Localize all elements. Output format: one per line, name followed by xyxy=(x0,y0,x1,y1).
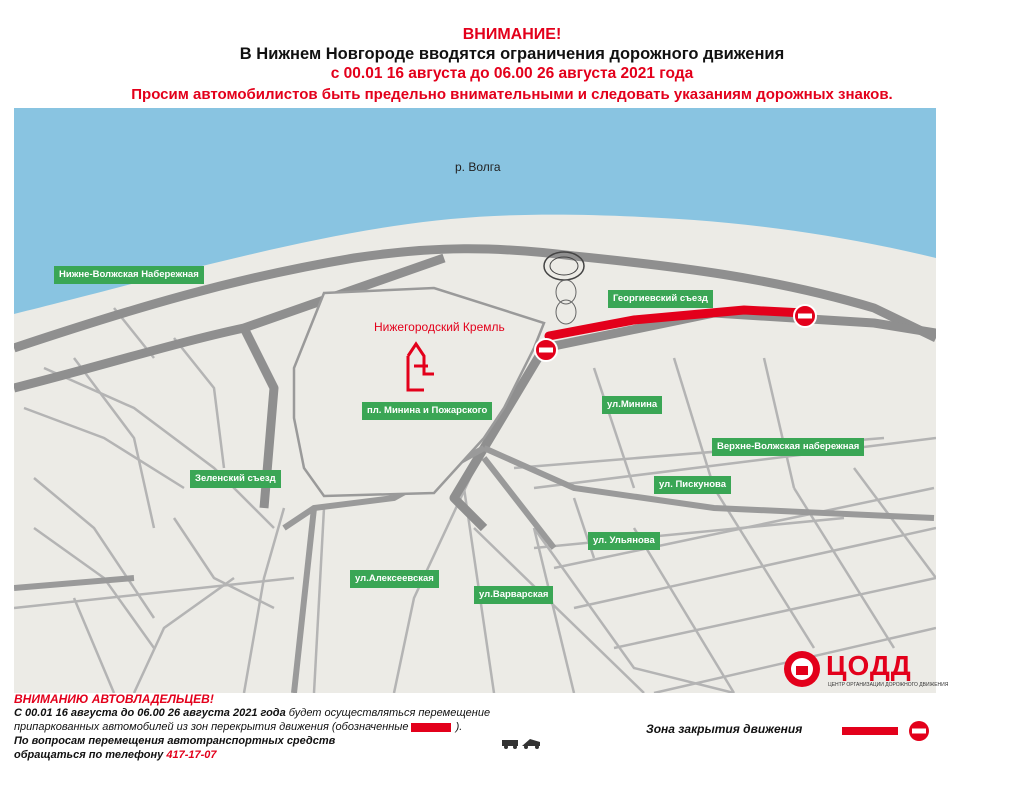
codd-logo xyxy=(782,648,949,692)
legend xyxy=(646,722,802,736)
codd-logo-text: ЦОДД xyxy=(826,650,912,681)
tow-zone-swatch xyxy=(411,723,451,732)
tow-truck-icon xyxy=(500,736,544,750)
codd-logo-subtitle: ЦЕНТР ОРГАНИЗАЦИИ ДОРОЖНОГО ДВИЖЕНИЯ xyxy=(828,682,949,688)
street-label-minin-square: пл. Минина и Пожарского xyxy=(362,402,492,420)
notice-line-2 xyxy=(14,720,624,734)
no-entry-sign-right xyxy=(794,305,816,327)
notice-line-1 xyxy=(14,706,624,720)
notice-dates: С 00.01 16 августа до 06.00 26 августа 2021 года xyxy=(14,707,286,719)
notice-line-4-text: обращаться по телефону xyxy=(14,749,167,761)
no-entry-sign-left xyxy=(535,339,557,361)
street-label-ulyanova: ул. Ульянова xyxy=(588,532,660,550)
notice-phone: 417-17-07 xyxy=(166,749,217,761)
notice-line-4 xyxy=(14,748,624,762)
city-map xyxy=(14,108,936,693)
header-attention: ВНИМАНИЕ! xyxy=(462,26,562,43)
map-canvas xyxy=(14,108,936,693)
notice-title: ВНИМАНИЮ АВТОВЛАДЕЛЬЦЕВ! xyxy=(14,692,214,706)
street-label-nizhne-volzhskaya: Нижне-Волжская Набережная xyxy=(54,266,204,284)
street-label-varvarskaya: ул.Варварская xyxy=(474,586,553,604)
street-label-alekseevskaya: ул.Алексеевская xyxy=(350,570,439,588)
street-label-minina: ул.Минина xyxy=(602,396,662,414)
notice-line-3: По вопросам перемещения автотранспортных средств xyxy=(14,735,336,747)
notice-line-1-rest: будет осуществляться перемещение xyxy=(285,707,491,719)
river-label: р. Волга xyxy=(455,160,501,174)
header-warning: Просим автомобилистов быть предельно внимательными и следовать указаниям дорожных знаков. xyxy=(131,86,893,103)
kremlin-label: Нижегородский Кремль xyxy=(374,320,505,334)
street-label-georgievsky: Георгиевский съезд xyxy=(608,290,713,308)
street-label-zelensky: Зеленский съезд xyxy=(190,470,281,488)
notice-line-2-end: ). xyxy=(452,721,463,733)
legend-closure-label: Зона закрытия движения xyxy=(646,722,803,736)
notice-line-2-start: припаркованных автомобилей из зон перекрытия движения (обозначенные xyxy=(14,721,409,733)
legend-no-entry-icon xyxy=(908,720,930,742)
street-label-piskunova: ул. Пискунова xyxy=(654,476,731,494)
legend-closure-line xyxy=(842,727,898,735)
header-title: В Нижнем Новгороде вводятся ограничения дорожного движения xyxy=(239,45,785,63)
street-label-verkhne-volzhskaya: Верхне-Волжская набережная xyxy=(712,438,864,456)
parking-notice xyxy=(14,692,624,762)
header-dates: с 00.01 16 августа до 06.00 26 августа 2021 года xyxy=(330,65,694,82)
